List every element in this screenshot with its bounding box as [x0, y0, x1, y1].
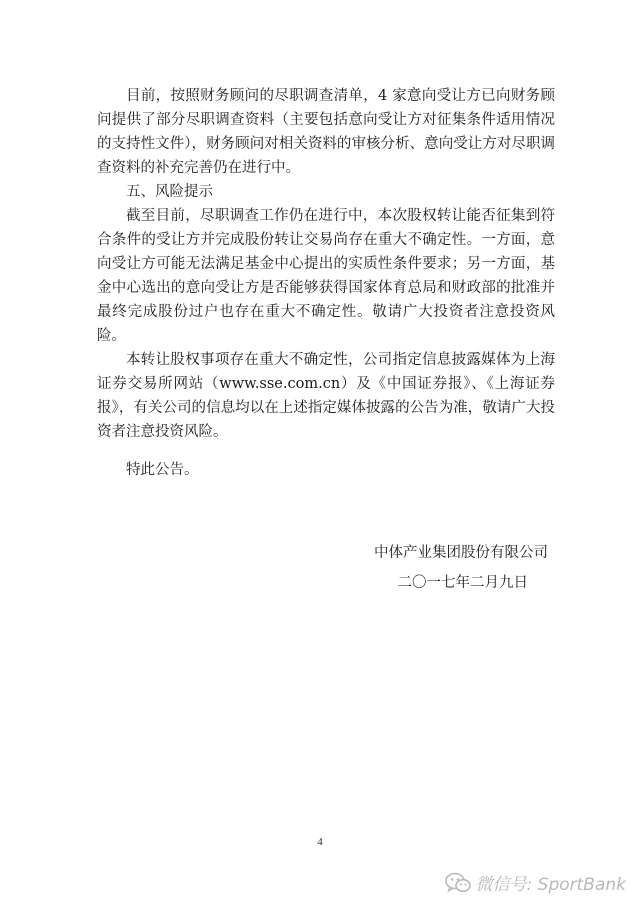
- wechat-watermark: [445, 870, 626, 895]
- announcement-date: 二〇一七年二月九日: [397, 575, 528, 591]
- document-body: [97, 84, 555, 444]
- company-name: 中体产业集团股份有限公司: [374, 545, 548, 561]
- closing-statement: 特此公告。: [126, 462, 199, 478]
- section-heading-risk: 五、风险提示: [126, 184, 213, 200]
- page-number: 4: [317, 836, 323, 848]
- watermark-text: 微信号: SportBank: [475, 875, 626, 895]
- wechat-icon: [445, 872, 471, 894]
- paragraph-disclosure-media: 本转让股权事项存在重大不确定性，公司指定信息披露媒体为上海证券交易所网站（www.sse.com.cn）及《中国证券报》、《上海证券报》，有关公司的信息均以在上述指定媒体披露的公告为准，敬请广大投资者注意投资风险。: [97, 352, 555, 440]
- paragraph-due-diligence-status: 目前，按照财务顾问的尽职调查清单，4 家意向受让方已向财务顾问提供了部分尽职调查资料（主要包括意向受让方对征集条件适用情况的支持性文件），财务顾问对相关资料的审核分析、意向受让方对尽职调查资料的补充完善仍在进行中。: [97, 88, 555, 176]
- paragraph-risk-details: 截至目前，尽职调查工作仍在进行中，本次股权转让能否征集到符合条件的受让方并完成股份转让交易尚存在重大不确定性。一方面，意向受让方可能无法满足基金中心提出的实质性条件要求；另一方面，基金中心选出的意向受让方是否能够获得国家体育总局和财政部的批准并最终完成股份过户也存在重大不确定性。敬请广大投资者注意投资风险。: [97, 208, 555, 344]
- signature-block: [374, 538, 548, 598]
